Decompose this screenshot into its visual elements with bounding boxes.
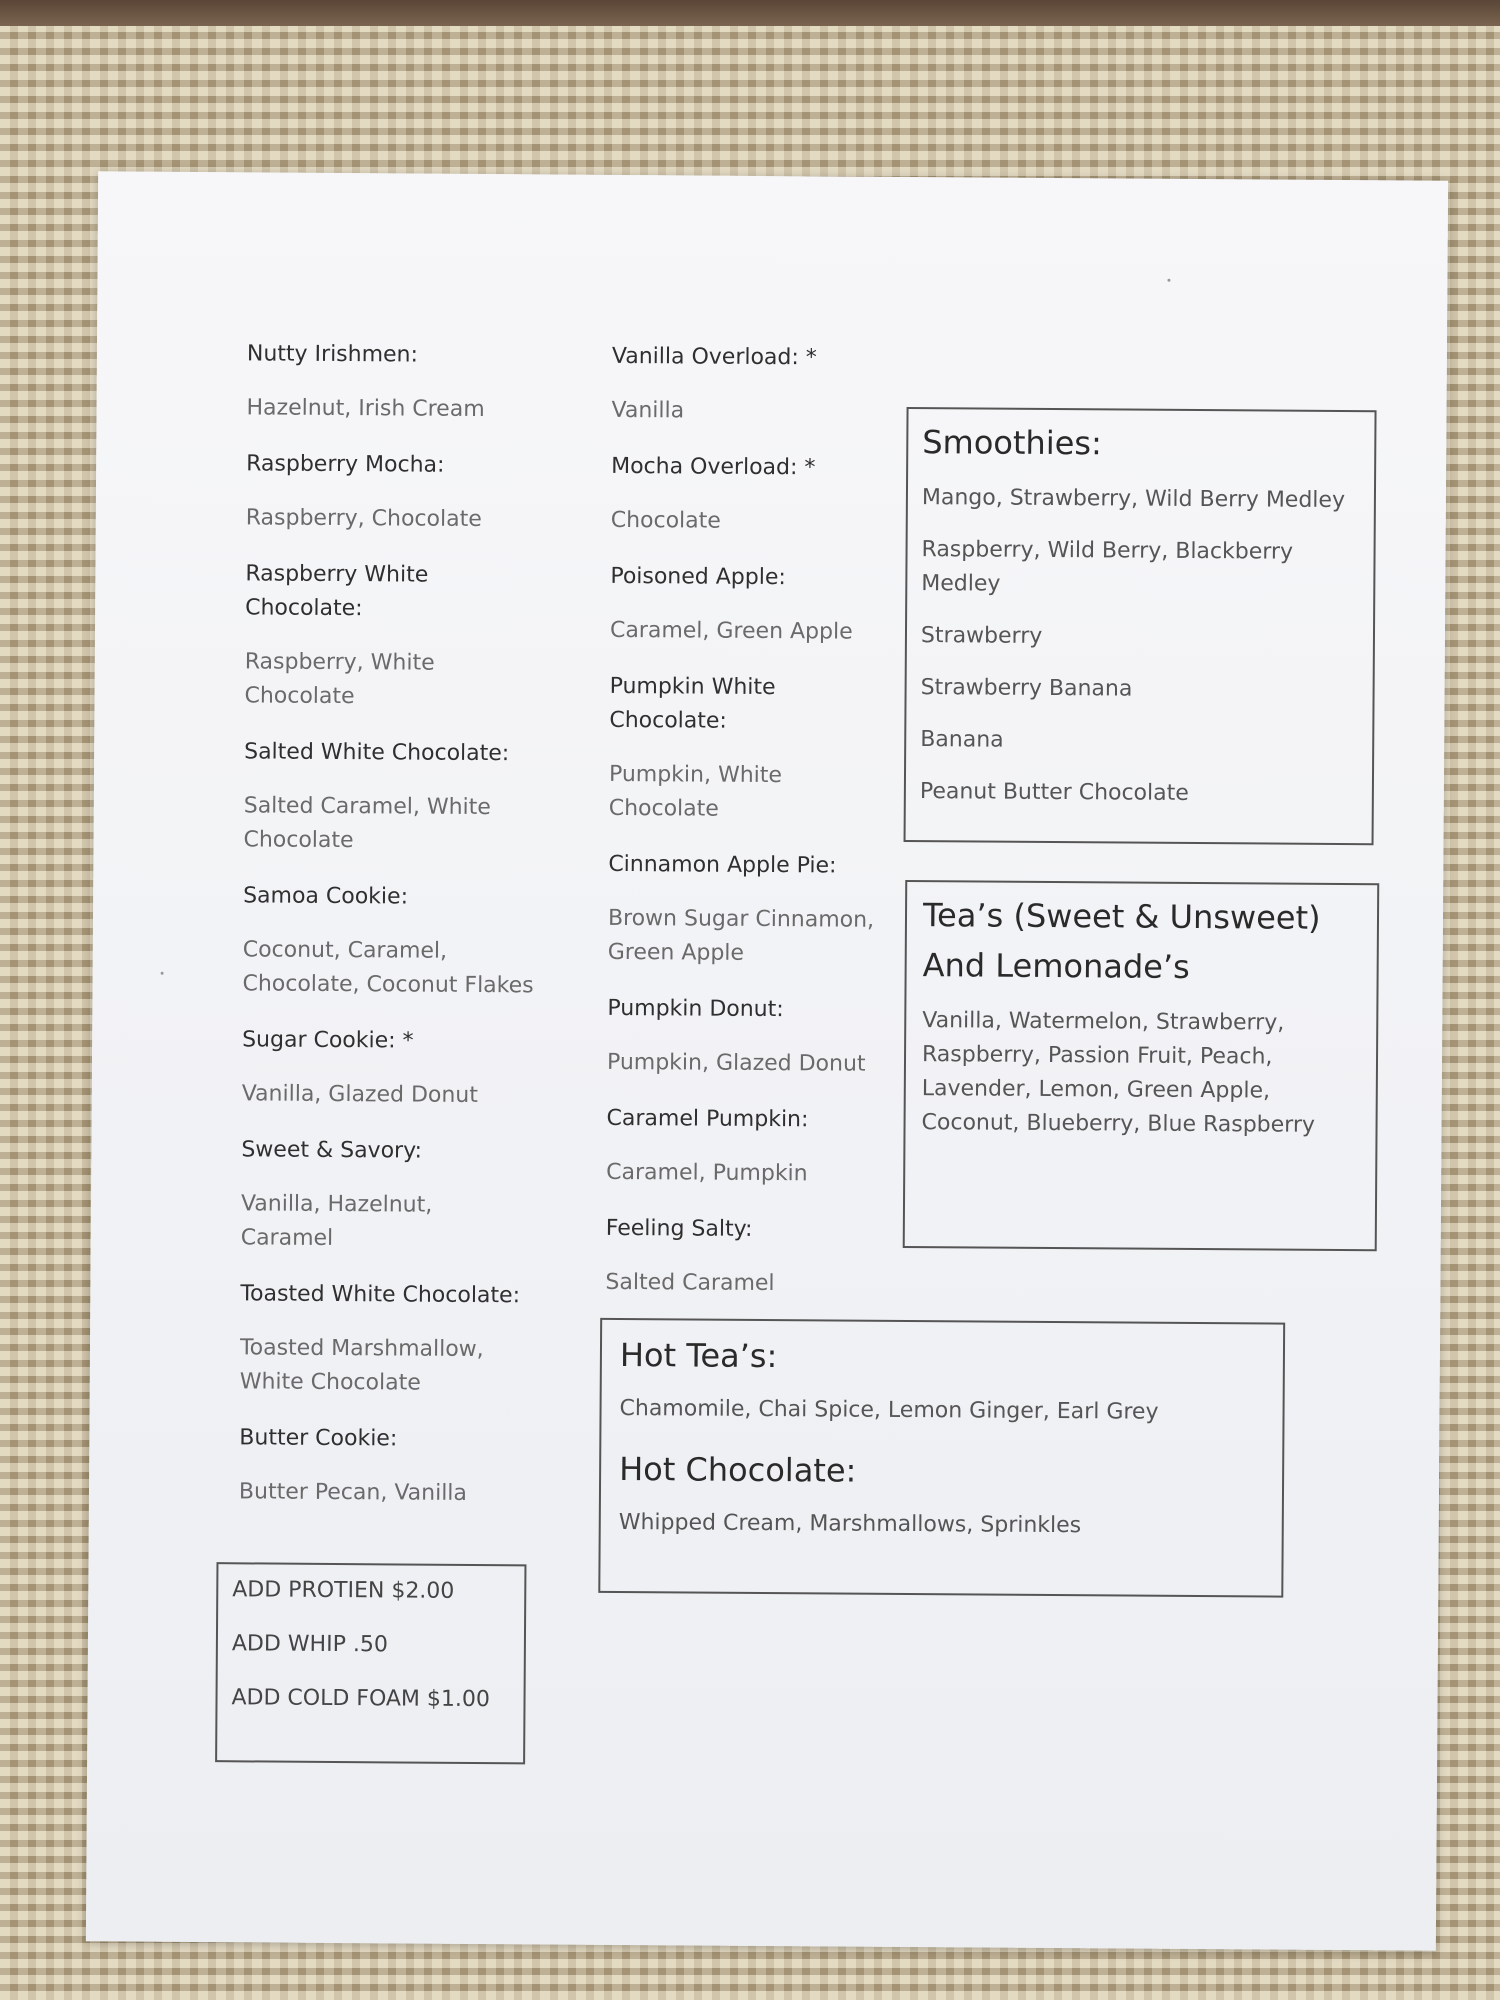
item-flavors: Pumpkin, White Chocolate [608, 761, 783, 822]
smoothies-title: Smoothies: [922, 423, 1102, 463]
item-flavors: Caramel, Green Apple [609, 617, 853, 645]
menu-item [246, 447, 577, 537]
item-name: Raspberry Mocha: [246, 451, 445, 478]
item-name: Vanilla Overload: * [611, 343, 817, 371]
item-flavors: Vanilla [611, 397, 685, 424]
item-flavors: Vanilla, Hazelnut, Caramel [240, 1191, 433, 1251]
teas-flavors: Vanilla, Watermelon, Strawberry, Raspberry, Passion Fruit, Peach, Lavender, Lemon, Green Apple, Coconut, Blueberry, Blue Raspberry [921, 1008, 1316, 1138]
item-flavors: Hazelnut, Irish Cream [246, 395, 485, 423]
item-name: Mocha Overload: * [611, 453, 816, 481]
left-drink-column [239, 337, 577, 1533]
item-flavors: Butter Pecan, Vanilla [238, 1479, 468, 1506]
paper-speck [161, 972, 164, 975]
item-name: Pumpkin White Chocolate: [609, 673, 776, 734]
hot-tea-title: Hot Tea’s: [619, 1335, 778, 1376]
teas-lemonades-box [903, 880, 1380, 1251]
item-name: Raspberry White Chocolate: [245, 561, 429, 622]
smoothie-item: Raspberry, Wild Berry, Blackberry Medley [921, 537, 1294, 597]
addon-whip: ADD WHIP .50 [231, 1631, 388, 1658]
item-name: Caramel Pumpkin: [606, 1105, 809, 1133]
smoothie-item: Peanut Butter Chocolate [919, 779, 1189, 806]
item-flavors: Coconut, Caramel, Chocolate, Coconut Flakes [242, 937, 534, 999]
menu-item [605, 1212, 906, 1302]
menu-item [242, 1023, 573, 1113]
item-flavors: Pumpkin, Glazed Donut [606, 1049, 866, 1077]
item-name: Feeling Salty: [605, 1215, 753, 1242]
menu-item [244, 557, 575, 715]
item-flavors: Caramel, Pumpkin [606, 1159, 808, 1187]
menu-item [241, 1133, 572, 1257]
addon-protein: ADD PROTIEN $2.00 [232, 1577, 455, 1604]
hot-drinks-box [598, 1318, 1285, 1598]
paper-speck [1167, 279, 1170, 282]
menu-item [607, 992, 908, 1082]
menu-item [242, 879, 573, 1003]
item-flavors: Chocolate [610, 507, 721, 534]
teas-title: Tea’s (Sweet & Unsweet) And Lemonade’s [922, 896, 1321, 986]
hot-chocolate-items: Whipped Cream, Marshmallows, Sprinkles [618, 1509, 1082, 1539]
addons-box [215, 1562, 526, 1764]
item-name: Toasted White Chocolate: [240, 1281, 521, 1309]
menu-item [611, 340, 912, 430]
menu-item [243, 735, 574, 859]
menu-item [610, 560, 911, 650]
menu-item [246, 337, 577, 427]
smoothies-box [904, 407, 1377, 845]
smoothie-item: Strawberry Banana [920, 675, 1133, 702]
item-name: Poisoned Apple: [610, 563, 786, 591]
item-name: Salted White Chocolate: [244, 739, 510, 767]
item-flavors: Raspberry, White Chocolate [244, 649, 435, 710]
menu-item [611, 450, 912, 540]
addon-cold-foam: ADD COLD FOAM $1.00 [231, 1685, 491, 1713]
item-name: Butter Cookie: [239, 1425, 398, 1452]
smoothie-item: Mango, Strawberry, Wild Berry Medley [921, 485, 1346, 514]
middle-drink-column [605, 340, 912, 1324]
hot-tea-items: Chamomile, Chai Spice, Lemon Ginger, Earl Grey [619, 1395, 1159, 1425]
smoothie-item: Banana [920, 727, 1004, 753]
item-flavors: Brown Sugar Cinnamon, Green Apple [607, 905, 875, 966]
item-name: Nutty Irishmen: [246, 341, 419, 368]
item-flavors: Raspberry, Chocolate [245, 505, 482, 532]
smoothie-item: Strawberry [920, 623, 1043, 649]
item-flavors: Toasted Marshmallow, White Chocolate [239, 1335, 484, 1396]
item-flavors: Salted Caramel, White Chocolate [243, 793, 491, 854]
item-name: Sweet & Savory: [241, 1137, 423, 1164]
item-name: Sugar Cookie: * [242, 1027, 414, 1054]
item-name: Cinnamon Apple Pie: [608, 851, 837, 879]
menu-item [239, 1421, 570, 1511]
item-name: Samoa Cookie: [243, 883, 409, 910]
menu-paper [86, 171, 1448, 1950]
table-edge [0, 0, 1500, 26]
menu-item [608, 848, 909, 972]
hot-chocolate-title: Hot Chocolate: [619, 1449, 857, 1490]
item-flavors: Vanilla, Glazed Donut [241, 1081, 479, 1108]
menu-item [240, 1277, 571, 1401]
item-flavors: Salted Caramel [605, 1269, 775, 1297]
item-name: Pumpkin Donut: [607, 995, 784, 1023]
menu-item [609, 670, 910, 828]
menu-item [606, 1102, 907, 1192]
